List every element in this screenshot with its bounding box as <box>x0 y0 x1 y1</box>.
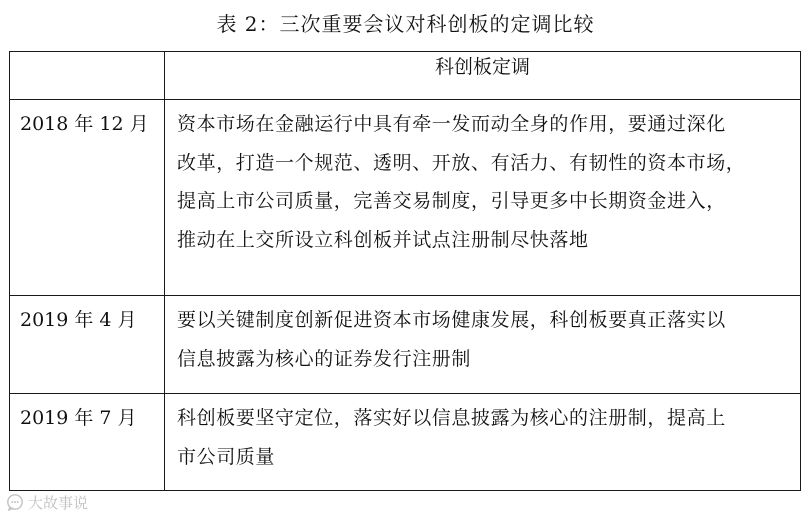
content-line: 提高上市公司质量，完善交易制度，引导更多中长期资金进入， <box>177 190 726 212</box>
table-row <box>10 394 801 491</box>
row-content <box>165 296 801 394</box>
row-content <box>165 100 801 296</box>
content-line: 信息披露为核心的证券发行注册制 <box>177 347 472 370</box>
row-date: 2018 年 12 月 <box>10 100 165 296</box>
row-date: 2019 年 7 月 <box>10 394 165 491</box>
header-tone-cell: 科创板定调 <box>165 52 801 100</box>
content-line: 资本市场在金融运行中具有牵一发而动全身的作用，要通过深化 <box>177 113 726 135</box>
content-line: 市公司质量 <box>177 445 276 468</box>
table-row <box>10 100 801 296</box>
chat-bubble-logo-icon <box>6 493 24 511</box>
table-header-row <box>10 52 801 100</box>
content-line: 推动在上交所设立科创板并试点注册制尽快落地 <box>177 228 589 251</box>
comparison-table <box>9 51 801 491</box>
content-line: 科创板要坚守定位，落实好以信息披露为核心的注册制，提高上 <box>177 407 726 429</box>
row-date: 2019 年 4 月 <box>10 296 165 394</box>
table-row <box>10 296 801 394</box>
watermark-text: 大故事说 <box>28 493 89 512</box>
row-content <box>165 394 801 491</box>
content-line: 改革，打造一个规范、透明、开放、有活力、有韧性的资本市场， <box>177 151 746 174</box>
watermark <box>6 491 88 513</box>
table-caption: 表 2：三次重要会议对科创板的定调比较 <box>216 12 595 36</box>
content-line: 要以关键制度创新促进资本市场健康发展，科创板要真正落实以 <box>177 309 726 331</box>
header-date-cell <box>10 52 165 100</box>
